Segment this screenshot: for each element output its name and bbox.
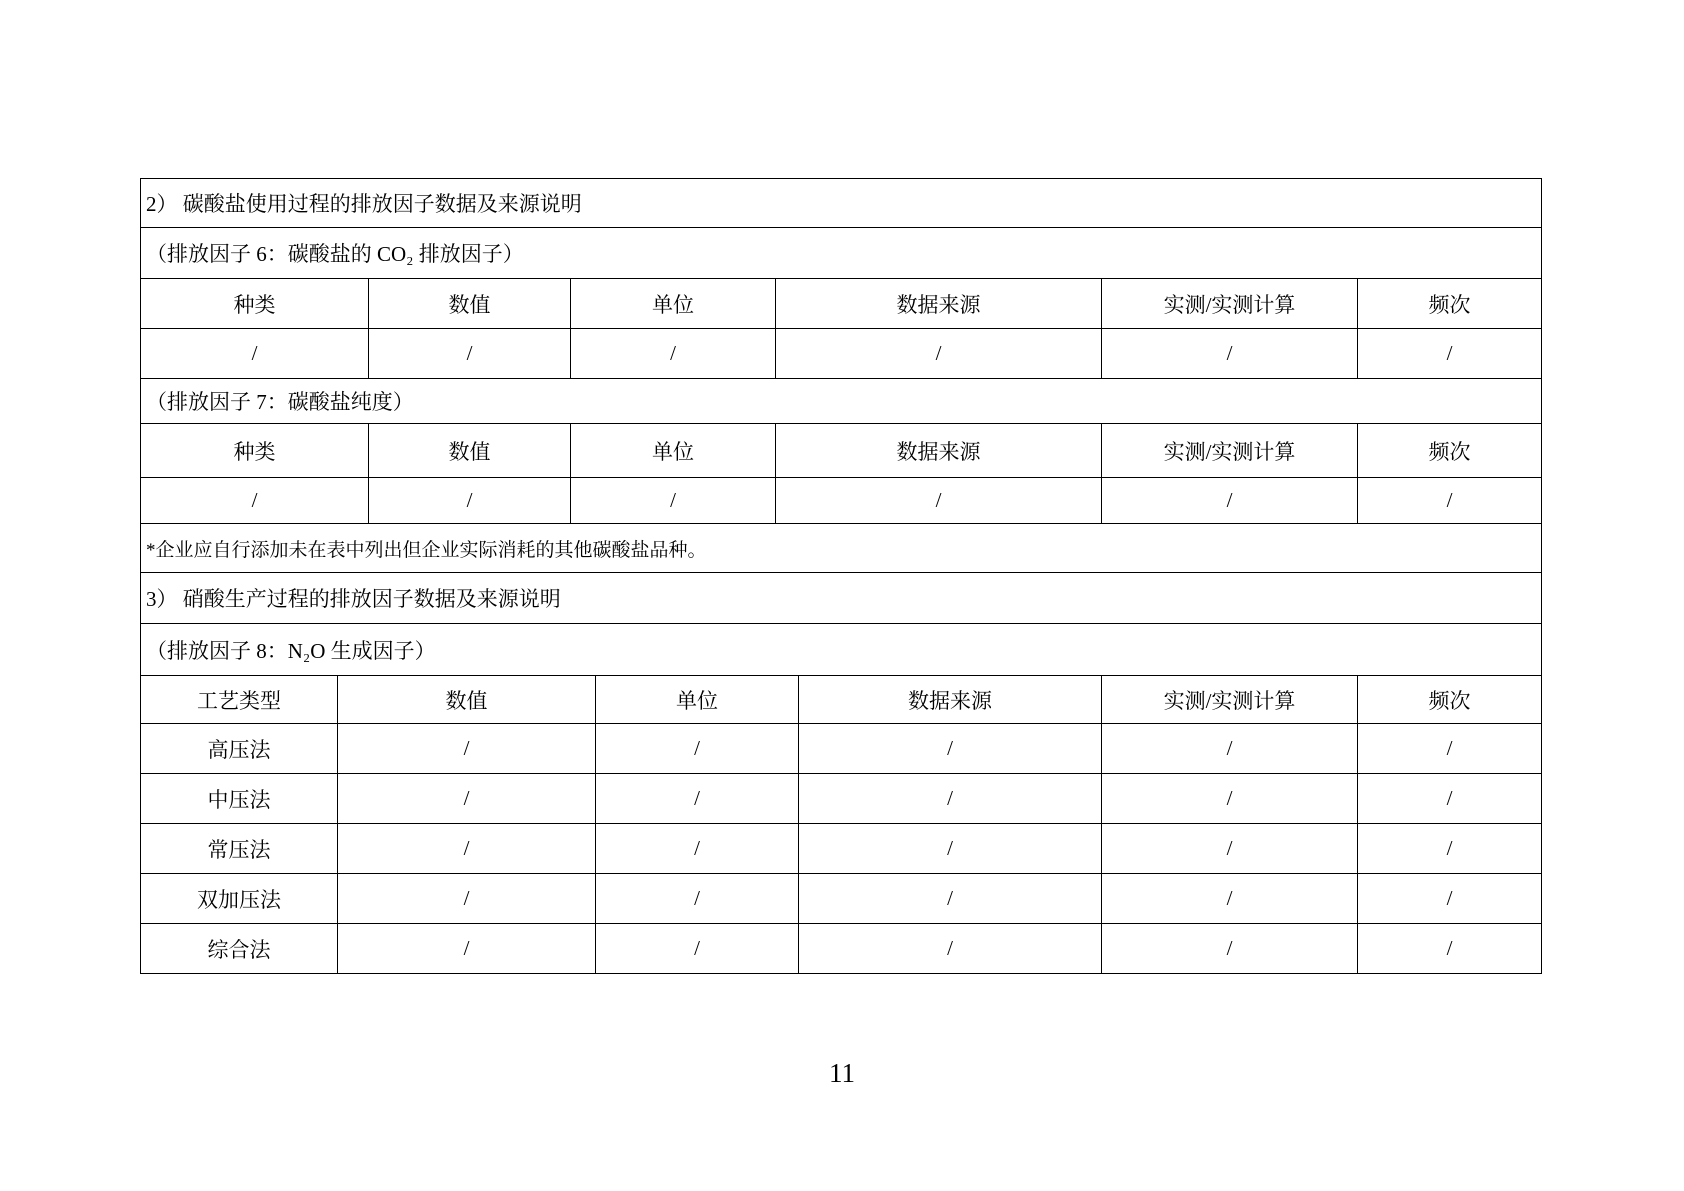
emission-factor-tables (140, 178, 1541, 974)
factor6-cell-value: / (369, 329, 571, 379)
factor6-header-value: 数值 (369, 279, 571, 329)
process-unit-cell: / (596, 724, 799, 774)
factor7-header-frequency: 频次 (1358, 424, 1542, 478)
factor6-header-unit: 单位 (571, 279, 776, 329)
factor-6-data-row (141, 329, 1542, 379)
factor-7-subtitle: （排放因子 7：碳酸盐纯度） (141, 379, 1542, 424)
factor7-cell-value: / (369, 478, 571, 524)
process-measured-cell: / (1102, 824, 1358, 874)
factor8-header-frequency: 频次 (1358, 676, 1542, 724)
process-measured-cell: / (1102, 874, 1358, 924)
process-unit-cell: / (596, 824, 799, 874)
factor6-cell-data-source: / (776, 329, 1102, 379)
process-name-cell: 常压法 (141, 824, 338, 874)
factor6-header-frequency: 频次 (1358, 279, 1542, 329)
factor8-header-value: 数值 (338, 676, 596, 724)
factor-6-header-row (141, 279, 1542, 329)
factor-7-subtitle-row (141, 379, 1542, 424)
process-name-cell: 综合法 (141, 924, 338, 974)
carbonate-factor-table (140, 178, 1542, 624)
process-unit-cell: / (596, 774, 799, 824)
factor7-header-unit: 单位 (571, 424, 776, 478)
process-frequency-cell: / (1358, 874, 1542, 924)
factor-6-subtitle-row (141, 228, 1542, 279)
process-name-cell: 双加压法 (141, 874, 338, 924)
process-name-cell: 高压法 (141, 724, 338, 774)
factor6-cell-unit: / (571, 329, 776, 379)
factor7-cell-unit: / (571, 478, 776, 524)
process-frequency-cell: / (1358, 824, 1542, 874)
factor6-cell-frequency: / (1358, 329, 1542, 379)
process-row-medium-pressure (141, 774, 1542, 824)
factor-6-subtitle: （排放因子 6：碳酸盐的 CO₂ 排放因子） (141, 228, 1542, 279)
process-row-atmospheric-pressure (141, 824, 1542, 874)
factor6-cell-type: / (141, 329, 369, 379)
process-measured-cell: / (1102, 724, 1358, 774)
process-row-high-pressure (141, 724, 1542, 774)
process-frequency-cell: / (1358, 774, 1542, 824)
factor6-header-measured: 实测/实测计算 (1102, 279, 1358, 329)
process-unit-cell: / (596, 924, 799, 974)
factor7-header-measured: 实测/实测计算 (1102, 424, 1358, 478)
process-value-cell: / (338, 724, 596, 774)
process-value-cell: / (338, 824, 596, 874)
factor7-cell-data-source: / (776, 478, 1102, 524)
factor6-header-data-source: 数据来源 (776, 279, 1102, 329)
factor7-cell-type: / (141, 478, 369, 524)
process-value-cell: / (338, 774, 596, 824)
factor7-header-data-source: 数据来源 (776, 424, 1102, 478)
process-data-source-cell: / (799, 774, 1102, 824)
factor8-header-process-type: 工艺类型 (141, 676, 338, 724)
process-data-source-cell: / (799, 874, 1102, 924)
factor6-header-type: 种类 (141, 279, 369, 329)
page-number: 11 (829, 1058, 855, 1088)
process-data-source-cell: / (799, 924, 1102, 974)
section-3-title: 3） 硝酸生产过程的排放因子数据及来源说明 (141, 573, 1542, 624)
process-unit-cell: / (596, 874, 799, 924)
factor8-header-data-source: 数据来源 (799, 676, 1102, 724)
process-data-source-cell: / (799, 724, 1102, 774)
factor7-cell-frequency: / (1358, 478, 1542, 524)
process-value-cell: / (338, 924, 596, 974)
process-data-source-cell: / (799, 824, 1102, 874)
factor7-header-type: 种类 (141, 424, 369, 478)
factor7-cell-measured: / (1102, 478, 1358, 524)
factor6-cell-measured: / (1102, 329, 1358, 379)
carbonate-note: *企业应自行添加未在表中列出但企业实际消耗的其他碳酸盐品种。 (141, 524, 1542, 573)
section-2-title: 2） 碳酸盐使用过程的排放因子数据及来源说明 (141, 179, 1542, 228)
process-measured-cell: / (1102, 924, 1358, 974)
section-3-title-row (141, 573, 1542, 624)
process-row-integrated (141, 924, 1542, 974)
factor-8-subtitle-row (141, 624, 1542, 676)
nitric-acid-factor-table (140, 623, 1542, 974)
process-row-dual-pressure (141, 874, 1542, 924)
factor-7-header-row (141, 424, 1542, 478)
carbonate-note-row (141, 524, 1542, 573)
factor-7-data-row (141, 478, 1542, 524)
factor-8-header-row (141, 676, 1542, 724)
process-value-cell: / (338, 874, 596, 924)
process-name-cell: 中压法 (141, 774, 338, 824)
factor-8-subtitle: （排放因子 8：N₂O 生成因子） (141, 624, 1542, 676)
section-2-title-row (141, 179, 1542, 228)
factor8-header-measured: 实测/实测计算 (1102, 676, 1358, 724)
process-measured-cell: / (1102, 774, 1358, 824)
factor8-header-unit: 单位 (596, 676, 799, 724)
factor7-header-value: 数值 (369, 424, 571, 478)
process-frequency-cell: / (1358, 924, 1542, 974)
process-frequency-cell: / (1358, 724, 1542, 774)
